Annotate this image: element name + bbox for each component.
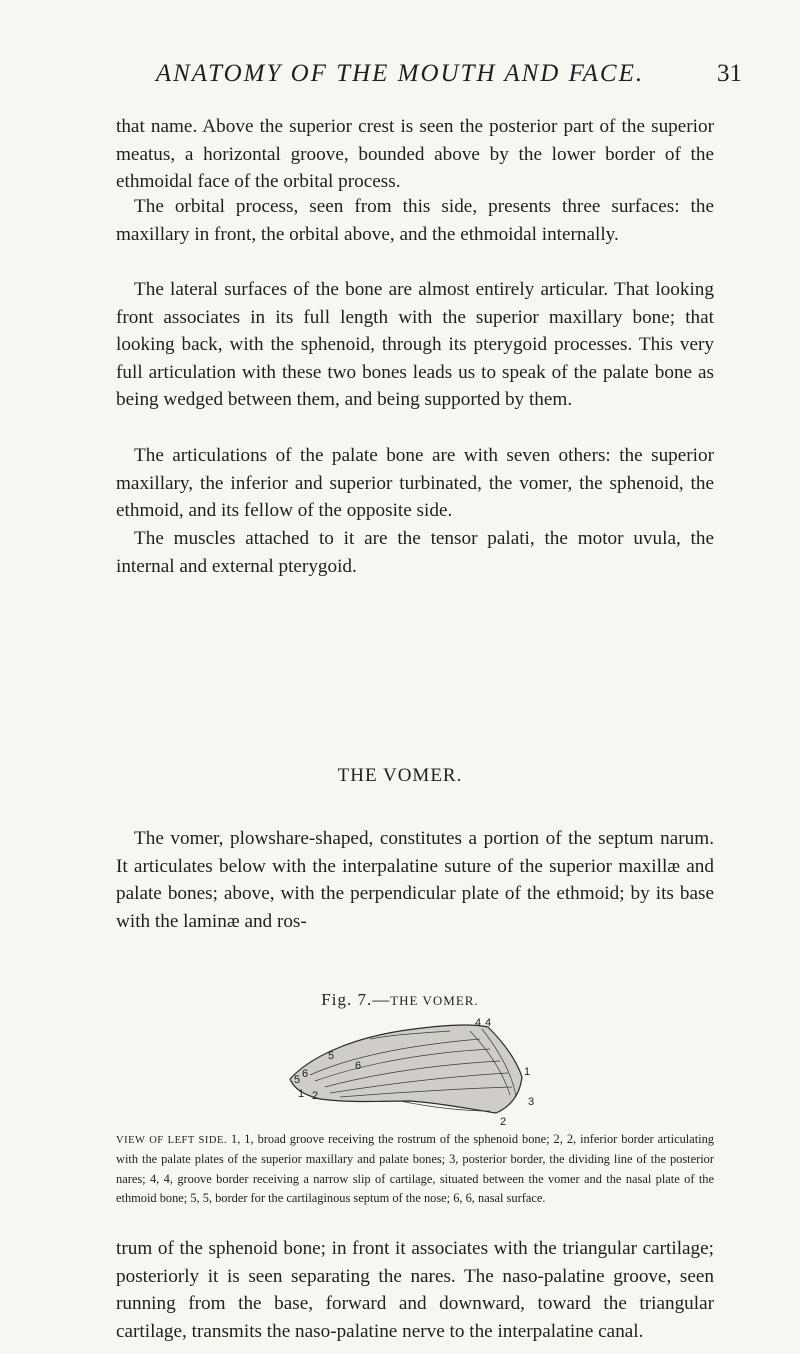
page-header <box>0 60 800 100</box>
figure-label-1b: 1 <box>298 1088 305 1100</box>
running-head: ANATOMY OF THE MOUTH AND FACE. <box>155 60 645 87</box>
paragraph-2: The orbital process, seen from this side, presents three surfaces: the maxillary in front, the orbital above, and the ethmoidal internally. <box>116 196 714 245</box>
page-number: 31 <box>717 60 742 87</box>
paragraph-4: The articulations of the palate bone are with seven others: the superior maxillary, the inferior and superior turbinated, the vomer, the sphenoid, the ethmoid, and its fellow of the opposite side. <box>116 445 714 522</box>
paragraph-1: that name. Above the superior crest is seen the posterior part of the superior meatus, a horizontal groove, bounded above by the lower border of the ethmoidal face of the orbital process. <box>116 116 714 193</box>
figure-caption <box>116 1130 714 1209</box>
figure-label-2a: 2 <box>312 1090 319 1102</box>
figure-label-6a: 6 <box>355 1060 362 1072</box>
figure-label-3: 3 <box>528 1096 535 1108</box>
caption-lead: VIEW OF LEFT SIDE. <box>116 1135 228 1146</box>
paragraph-3: The lateral surfaces of the bone are almost entirely articular. That looking front associates in its full length with the superior maxillary bone; that looking back, with the sphenoid, through its pterygoid processes. This very full articulation with these two bones leads us to speak of the palate bone as being wedged between them, and being supported by them. <box>116 279 714 411</box>
figure-label-4a: 4 <box>475 1017 482 1029</box>
figure-label-4b: 4 <box>485 1017 492 1029</box>
vomer-illustration <box>270 1017 560 1127</box>
vomer-paragraph: The vomer, plowshare-shaped, constitutes a portion of the septum narum. It articulates below with the interpalatine suture of the superior maxillæ and palate bones; above, with the perpendicular plate of the ethmoid; by its base with the laminæ and ros- <box>116 828 714 932</box>
final-paragraph: trum of the sphenoid bone; in front it associates with the triangular cartilage; posteriorly it is seen separating the nares. The naso-palatine groove, seen running from the base, forward and downward, toward the triangular cartilage, transmits the naso-palatine nerve to the interpalatine canal. <box>116 1238 714 1342</box>
section-title: THE VOMER. <box>337 765 463 786</box>
figure-title-main: THE VOMER. <box>390 993 479 1008</box>
figure-title-prefix: Fig. 7.— <box>321 990 391 1009</box>
figure-label-5a: 5 <box>328 1050 335 1062</box>
caption-body: 1, 1, broad groove receiving the rostrum of the sphenoid bone; 2, 2, inferior border articulating with the palate plates of the superior maxillary and palate bones; 3, posterior border, the dividing line of the posterior nares; 4, 4, groove border receiving a narrow slip of cartilage, situated between the vomer and the nasal plate of the ethmoid bone; 5, 5, border for the cartilaginous septum of the nose; 6, 6, nasal surface. <box>116 1132 714 1206</box>
figure-label-1a: 1 <box>524 1066 531 1078</box>
figure-label-6b: 6 <box>302 1068 309 1080</box>
figure-label-5b: 5 <box>294 1074 301 1086</box>
vomer-figure <box>270 1017 560 1127</box>
figure-title <box>0 990 800 1010</box>
paragraph-5: The muscles attached to it are the tensor palati, the motor uvula, the internal and external pterygoid. <box>116 528 714 577</box>
figure-label-2b: 2 <box>500 1116 507 1127</box>
